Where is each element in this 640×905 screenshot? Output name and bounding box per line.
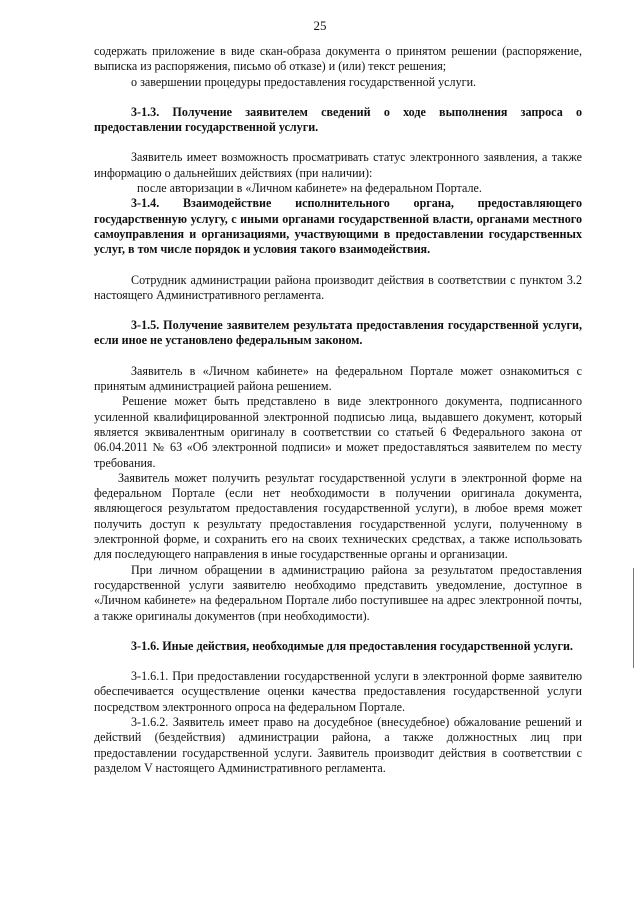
heading-3-1-6: 3-1.6. Иные действия, необходимые для предоставления государственной услуги. xyxy=(131,638,573,653)
document-body xyxy=(94,44,582,776)
heading-3-1-4: 3-1.4. Взаимодействие исполнительного органа, предоставляющего государственную услугу, с иными органами государственной власти, органами местного самоуправления и организациями, участвующими в предоставлении государственных услуг, в том числе порядок и условия такого взаимодействия. xyxy=(94,196,582,257)
paragraph-attachment: содержать приложение в виде скан-образа документа о принятом решении (распоряжение, выписка из распоряжения, письмо об отказе) и (или) текст решения; xyxy=(94,44,582,74)
paragraph-3-1-6-1: 3-1.6.1. При предоставлении государственной услуги в электронной форме заявителю обеспечивается осуществление оценки качества предоставления государственной услуги посредством электронного опроса на федеральном Портале. xyxy=(94,669,582,714)
paragraph-after-auth: после авторизации в «Личном кабинете» на федеральном Портале. xyxy=(137,181,482,196)
paragraph-personal-cabinet: Заявитель в «Личном кабинете» на федеральном Портале может ознакомиться с принятым администрацией района решением. xyxy=(94,363,582,394)
paragraph-personal-visit: При личном обращении в администрацию района за результатом предоставления государственной услуги заявителю необходимо представить уведомление, доступное в «Личном кабинете» на федеральном Портале либо поступившее на адрес электронной почты, а также оригиналы документов (при необходимости). xyxy=(94,562,582,623)
paragraph-electronic-decision: Решение может быть представлено в виде электронного документа, подписанного усиленной квалифицированной электронной подписью лица, выдавшего документ, который является эквивалентным оригиналу в соответствии со статьей 6 Федерального закона от 06.04.2011 № 63 «Об электронной подписи» и может предоставляться заявителем по месту требования. xyxy=(94,394,582,470)
paragraph-electronic-result: Заявитель может получить результат государственной услуги в электронной форме на федеральном Портале (если нет необходимости в получении оригинала документа, являющегося результатом предоставления государственной услуги), в любое время может получить доступ к результату предоставления государственной услуги, полученному в электронной форме, и сохранить его на своих технических средствах, а также использовать для последующего направления в иные государственные органы и организации. xyxy=(94,470,582,562)
paragraph-3-1-6-2: 3-1.6.2. Заявитель имеет право на досудебное (внесудебное) обжалование решений и действий (бездействия) администрации района, а также должностных лиц при предоставлении государственной услуги. Заявитель производит действия в соответствии с разделом V настоящего Административного регламента. xyxy=(94,714,582,775)
page-number: 25 xyxy=(313,18,327,33)
paragraph-status-view: Заявитель имеет возможность просматривать статус электронного заявления, а также информацию о дальнейших действиях (при наличии): xyxy=(94,150,582,180)
heading-3-1-3: 3-1.3. Получение заявителем сведений о ходе выполнения запроса о предоставлении государственной услуги. xyxy=(94,104,582,135)
paragraph-administration-actions: Сотрудник администрации района производит действия в соответствии с пунктом 3.2 настоящего Административного регламента. xyxy=(94,272,582,302)
paragraph-completion: о завершении процедуры предоставления государственной услуги. xyxy=(131,74,477,89)
heading-3-1-5: 3-1.5. Получение заявителем результата предоставления государственной услуги, если иное не установлено федеральным законом. xyxy=(94,318,582,348)
scan-edge-line xyxy=(633,568,634,668)
